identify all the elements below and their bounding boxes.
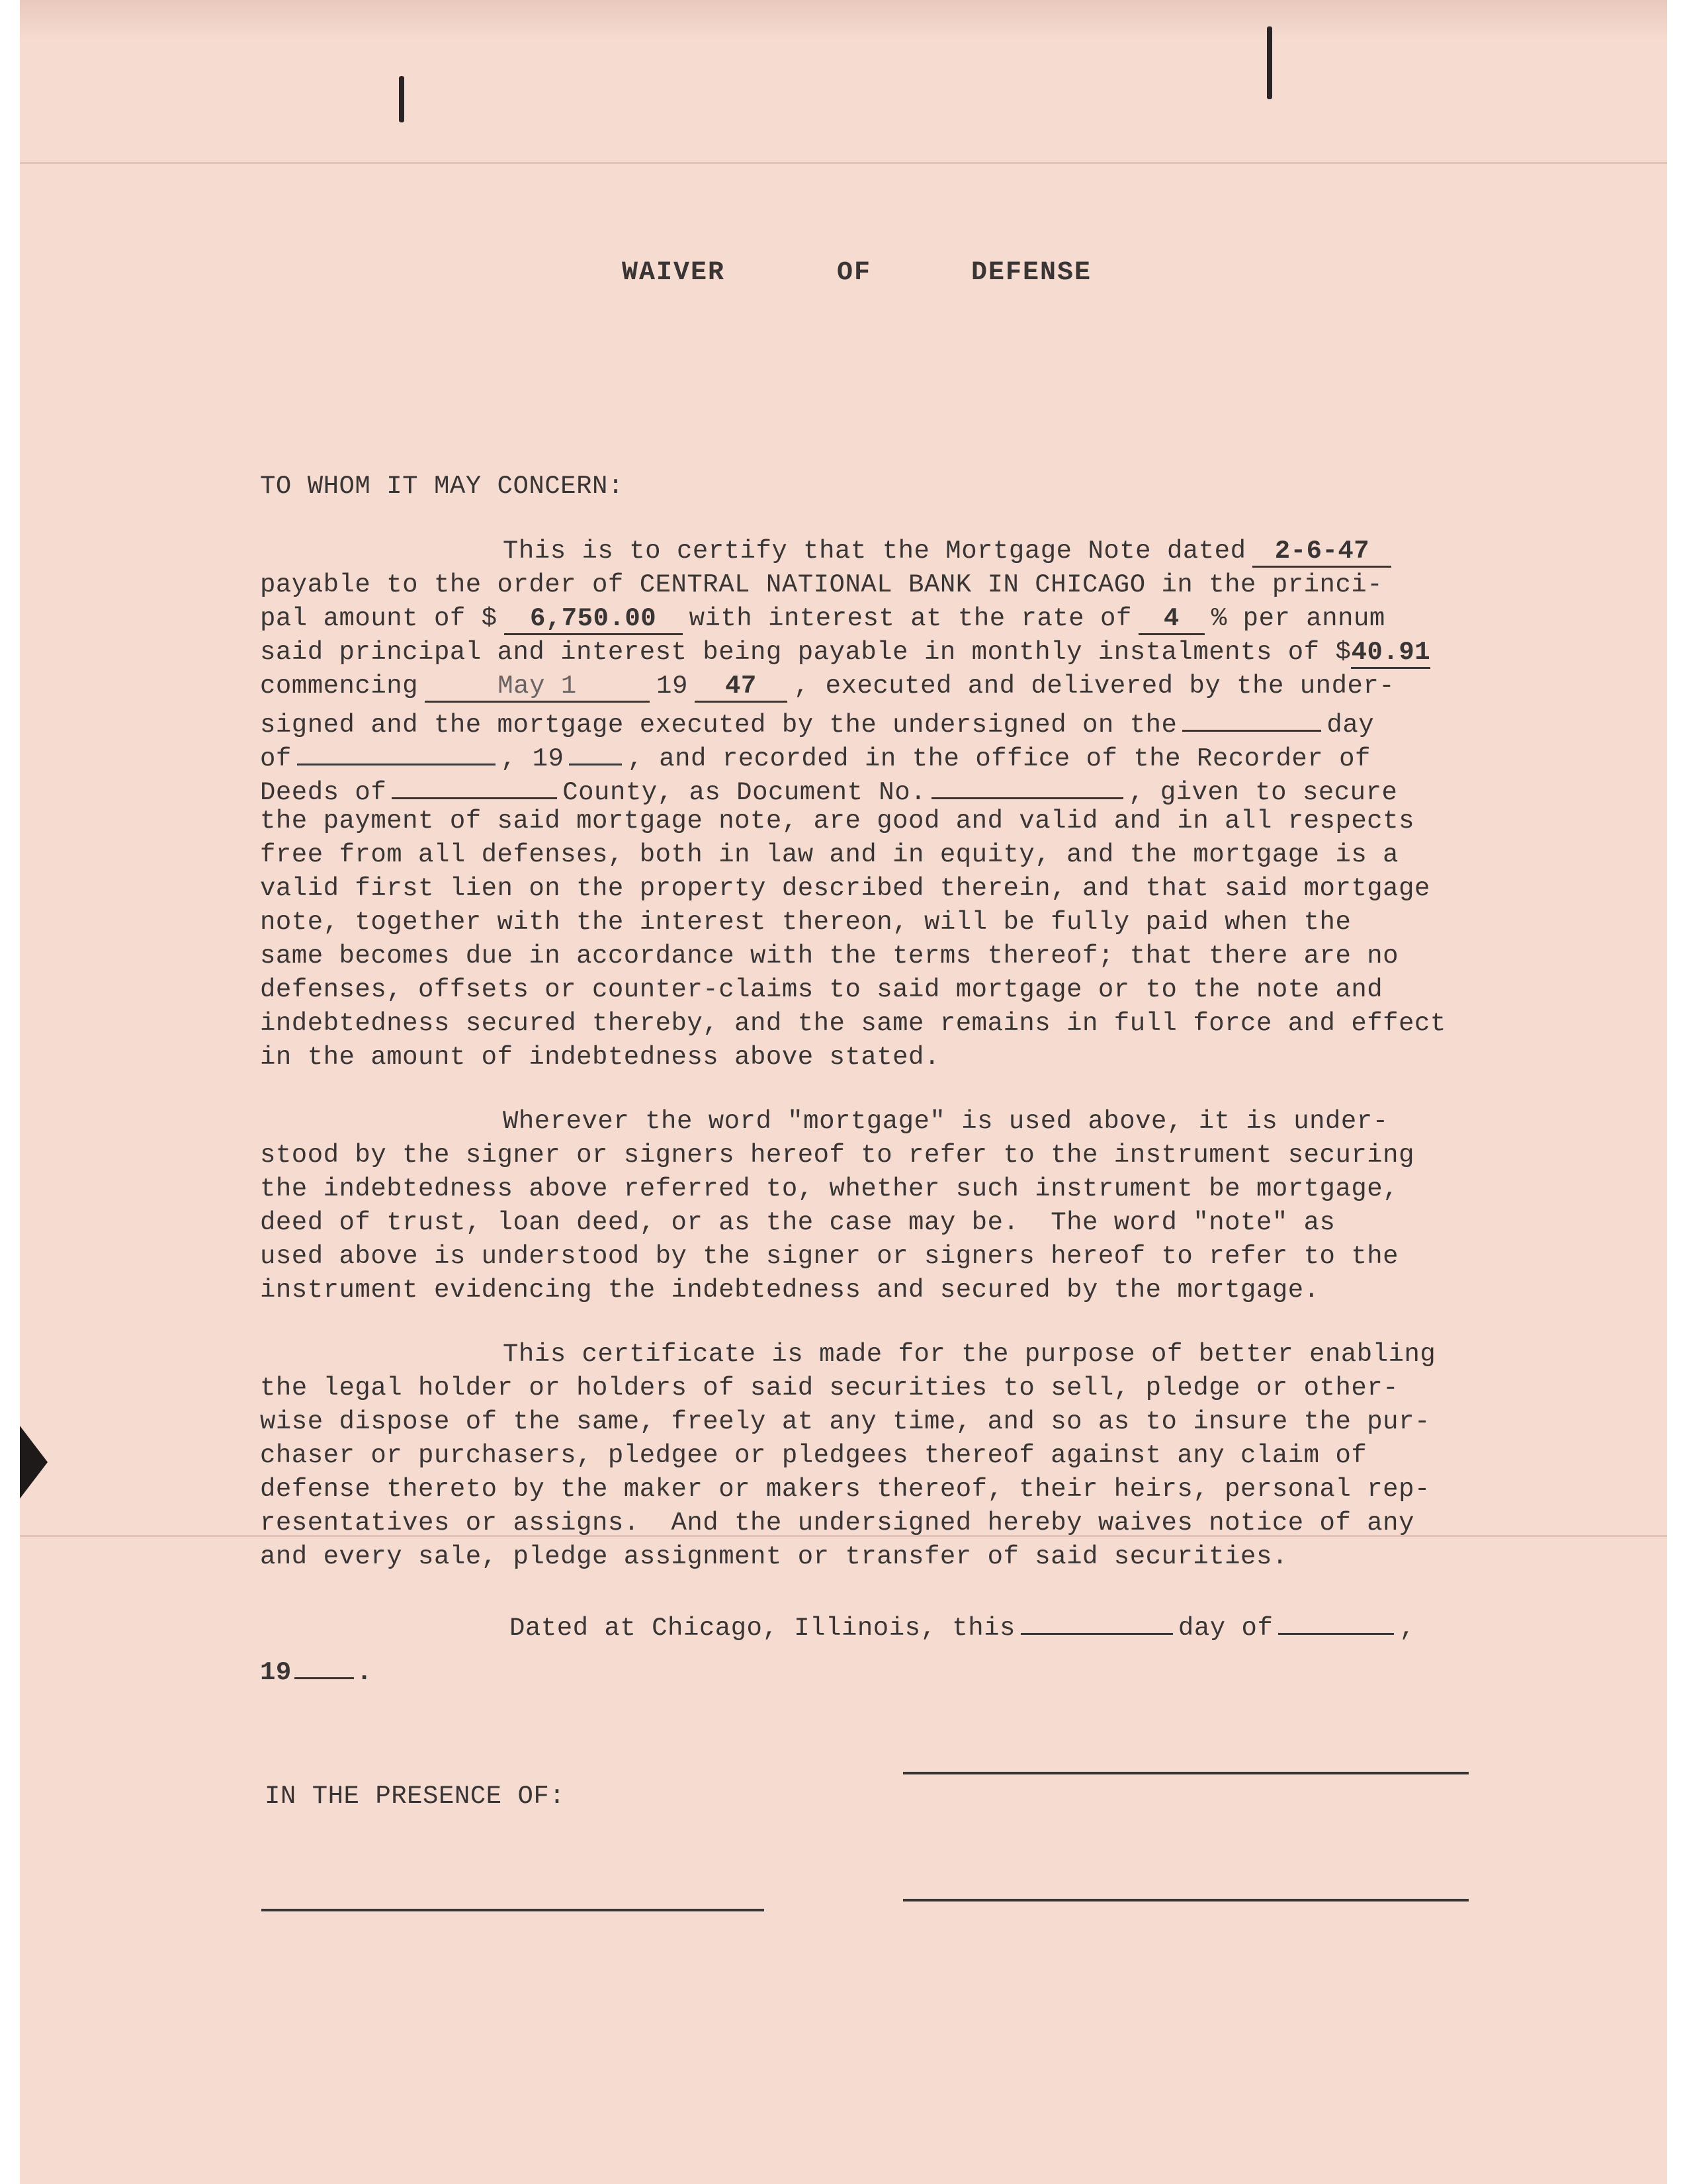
salutation: TO WHOM IT MAY CONCERN:: [260, 472, 624, 501]
para3-line4: chaser or purchasers, pledgee or pledgees thereof against any claim of: [260, 1441, 1367, 1470]
signature-line-1[interactable]: [903, 1772, 1469, 1774]
para3-line7: and every sale, pledge assignment or transfer of said securities.: [260, 1542, 1288, 1571]
para1-line11: valid first lien on the property described therein, and that said mortgage: [260, 874, 1430, 903]
mortgage-month-field[interactable]: [297, 737, 496, 765]
text: day: [1326, 711, 1375, 740]
staple-hole: [399, 76, 404, 122]
text: % per annum: [1211, 604, 1385, 633]
dated-year-line: [260, 1651, 372, 1690]
para1-line3: [260, 602, 1385, 636]
text: of: [260, 744, 292, 773]
text: .: [356, 1658, 372, 1687]
dated-day-field[interactable]: [1021, 1606, 1173, 1635]
mortgage-year-field[interactable]: [569, 737, 622, 765]
signature-line-2[interactable]: [903, 1899, 1469, 1901]
text: 19: [656, 672, 688, 701]
dated-line: [509, 1606, 1415, 1645]
paper-fold-crease: [20, 162, 1667, 164]
para1-line16: in the amount of indebtedness above stated.: [260, 1043, 940, 1072]
witness-signature-line[interactable]: [261, 1909, 764, 1911]
text: with interest at the rate of: [689, 604, 1132, 633]
staple-hole: [1267, 26, 1272, 99]
para1-line4: [260, 636, 1437, 670]
text: 19: [260, 1658, 292, 1687]
para3-line2: the legal holder or holders of said securities to sell, pledge or other-: [260, 1374, 1399, 1403]
text: Dated at Chicago, Illinois, this: [509, 1614, 1016, 1643]
mortgage-day-field[interactable]: [1182, 703, 1321, 732]
text: County, as Document No.: [562, 778, 927, 807]
note-date-field[interactable]: 2-6-47: [1252, 537, 1391, 568]
para1-line9: the payment of said mortgage note, are good and valid and in all respects: [260, 807, 1414, 836]
para2-line3: the indebtedness above referred to, whether such instrument be mortgage,: [260, 1174, 1399, 1203]
para1-line2: payable to the order of CENTRAL NATIONAL BANK IN CHICAGO in the princi-: [260, 570, 1383, 599]
text: commencing: [260, 672, 419, 701]
para1-line5: [260, 670, 1395, 703]
para3-line5: defense thereto by the maker or makers thereof, their heirs, personal rep-: [260, 1475, 1430, 1504]
commencing-year-field[interactable]: 47: [695, 672, 787, 703]
presence-label: IN THE PRESENCE OF:: [265, 1782, 566, 1811]
principal-amount-field[interactable]: 6,750.00: [504, 604, 683, 635]
county-field[interactable]: [392, 771, 557, 799]
text: ,: [1399, 1614, 1416, 1643]
text: , executed and delivered by the under-: [793, 672, 1395, 701]
para3-line6: resentatives or assigns. And the undersigned hereby waives notice of any: [260, 1508, 1414, 1538]
para1-line15: indebtedness secured thereby, and the same remains in full force and effect: [260, 1009, 1446, 1038]
para1-line14: defenses, offsets or counter-claims to said mortgage or to the note and: [260, 975, 1383, 1004]
text: , given to secure: [1129, 778, 1398, 807]
text: This is to certify that the Mortgage Note dated: [503, 537, 1246, 566]
dated-year-field[interactable]: [294, 1651, 354, 1679]
para1-line13: same becomes due in accordance with the terms thereof; that there are no: [260, 941, 1399, 971]
title-word-defense: DEFENSE: [971, 258, 1092, 288]
dated-month-field[interactable]: [1278, 1606, 1394, 1635]
title-word-of: OF: [837, 258, 872, 288]
para3-line3: wise dispose of the same, freely at any time, and so as to insure the pur-: [260, 1407, 1430, 1436]
text: , 19: [500, 744, 564, 773]
para2-line1: Wherever the word "mortgage" is used above, it is under-: [503, 1107, 1389, 1136]
title-word-waiver: WAIVER: [622, 258, 726, 288]
para2-line2: stood by the signer or signers hereof to refer to the instrument securing: [260, 1141, 1414, 1170]
text: , and recorded in the office of the Recorder of: [627, 744, 1371, 773]
para1-line1: [503, 535, 1398, 568]
para3-line1: This certificate is made for the purpose of better enabling: [503, 1340, 1436, 1369]
text: day of: [1178, 1614, 1274, 1643]
para1-line12: note, together with the interest thereon, will be fully paid when the: [260, 908, 1352, 937]
paper-top-shadow: [20, 0, 1667, 40]
text: said principal and interest being payable in monthly instalments of $: [260, 638, 1352, 667]
text: Deeds of: [260, 778, 387, 807]
document-number-field[interactable]: [931, 771, 1123, 799]
text: pal amount of $: [260, 604, 497, 633]
monthly-instalment-field[interactable]: 40.91: [1351, 638, 1430, 669]
commencing-month-field[interactable]: May 1: [425, 672, 650, 703]
torn-edge: [20, 1426, 48, 1499]
para2-line5: used above is understood by the signer or signers hereof to refer to the: [260, 1242, 1399, 1271]
para1-line10: free from all defenses, both in law and in equity, and the mortgage is a: [260, 840, 1399, 869]
paper-sheet: [20, 0, 1667, 2184]
interest-rate-field[interactable]: 4: [1139, 604, 1205, 635]
text: signed and the mortgage executed by the undersigned on the: [260, 711, 1178, 740]
para2-line4: deed of trust, loan deed, or as the case may be. The word "note" as: [260, 1208, 1336, 1237]
para2-line6: instrument evidencing the indebtedness and secured by the mortgage.: [260, 1276, 1320, 1305]
